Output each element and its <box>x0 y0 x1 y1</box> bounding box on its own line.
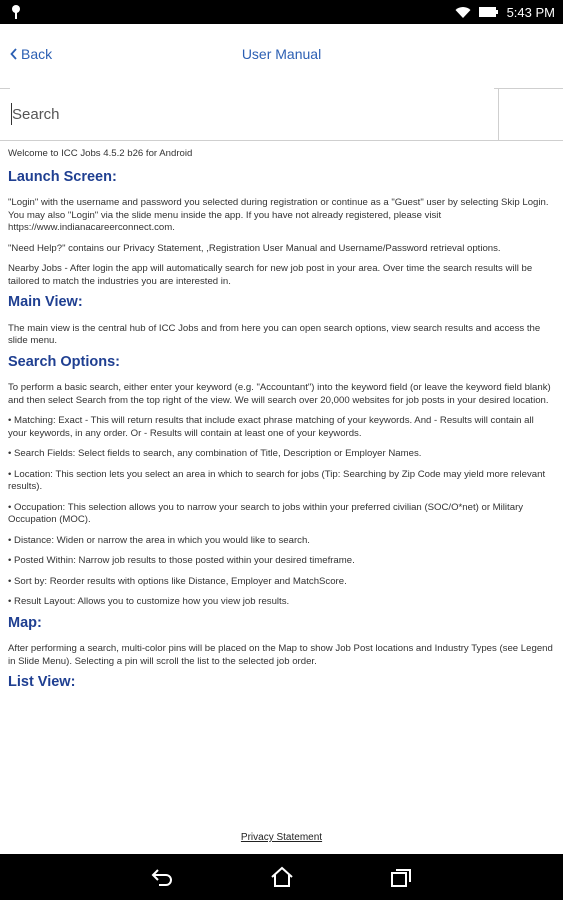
privacy-statement-link[interactable]: Privacy Statement <box>240 832 323 843</box>
section-paragraph: • Sort by: Reorder results with options like Distance, Employer and MatchScore. <box>8 575 347 587</box>
section-paragraph: Nearby Jobs - After login the app will automatically search for new job post in your area. Over time the search results will be tailored to match the industries you are interested in. <box>8 263 533 287</box>
section-heading: Launch Screen: <box>8 168 117 185</box>
section-heading: Map: <box>8 614 42 631</box>
back-nav-icon[interactable] <box>150 866 174 888</box>
footer <box>0 822 563 854</box>
section-paragraph: • Search Fields: Select fields to search, any combination of Title, Description or Employer Names. <box>8 448 422 459</box>
android-nav-bar <box>0 854 563 900</box>
section-heading: List View: <box>8 674 76 690</box>
navigation-bar <box>0 24 563 89</box>
text-cursor <box>11 103 12 125</box>
section-paragraph: • Result Layout: Allows you to customize how you view job results. <box>8 596 290 607</box>
page-title: User Manual <box>241 46 322 62</box>
home-nav-icon[interactable] <box>270 866 294 888</box>
search-bar <box>0 88 563 141</box>
back-label: Back <box>21 46 53 62</box>
section-paragraph: After performing a search, multi-color pins will be placed on the Map to show Job Post locations and Industry Types (see Legend in Slide Menu). Selecting a pin will scroll the list to the selected job order. <box>8 643 553 667</box>
wifi-icon <box>455 6 471 19</box>
welcome-text: Welcome to ICC Jobs 4.5.2 b26 for Android <box>8 148 193 159</box>
section-paragraph: • Matching: Exact - This will return results that include exact phrase matching of your keywords. And - Results will contain all your keywords, in any order. Or - Results will contain at least one of your keywords. <box>8 415 534 439</box>
section-paragraph: • Location: This section lets you select an area in which to search for jobs (Tip: Searching by Zip Code may yield more relevant results). <box>8 468 546 492</box>
section-paragraph: • Occupation: This selection allows you to narrow your search to jobs within your preferred civilian (SOC/O*net) or Military Occupation (MOC). <box>8 501 524 525</box>
notification-icon <box>10 4 22 20</box>
section-paragraph: "Need Help?" contains our Privacy Statement, ,Registration User Manual and Username/Password retrieval options. <box>8 242 501 254</box>
battery-icon <box>479 6 499 18</box>
status-bar <box>0 0 563 24</box>
section-paragraph: To perform a basic search, either enter your keyword (e.g. "Accountant") into the keyword field (or leave the keyword field blank) and then select Search from the top right of the view. We will search over 20,000 websites for job posts in your desired location. <box>8 382 551 406</box>
status-right <box>455 0 555 24</box>
search-input[interactable] <box>10 88 494 140</box>
section-paragraph: • Distance: Widen or narrow the area in which you would like to search. <box>8 534 310 546</box>
recent-apps-icon[interactable] <box>389 866 413 888</box>
section-heading: Main View: <box>8 294 83 310</box>
section-paragraph: "Login" with the username and password you selected during registration or continue as a "Guest" user by selecting Skip Login. You may also "Login" via the slide menu inside the app. If you have not already registered, please visit https://www.indianacareerconnect.com. <box>8 197 549 233</box>
manual-content[interactable] <box>8 142 553 822</box>
section-paragraph: The main view is the central hub of ICC Jobs and from here you can open search options, view search results and access the slide menu. <box>8 322 541 346</box>
section-heading: Search Options: <box>8 353 120 370</box>
section-paragraph: • Posted Within: Narrow job results to those posted within your desired timeframe. <box>8 555 355 566</box>
search-divider <box>498 88 499 140</box>
status-time: 5:43 PM <box>506 4 555 20</box>
